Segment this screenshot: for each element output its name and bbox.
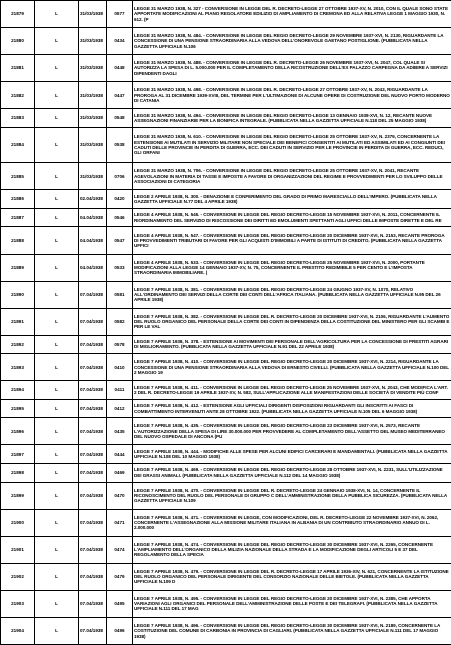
record-date: 07.04/1938 [79, 590, 107, 617]
record-description: LEGGE 7 APRILE 1938, N. 435. - CONVERSIONE IN LEGGE DEL REGIO DECRETO-LEGGE 23 DICEMBRE 1937-XVI, N. 2573, RECANTE L'AUTORIZZAZIONE DELLA SPESA DI LIRE 30.000.000 PER PROVVEDERE AL COMPLETAMENTO DELL'ASSETTO DEL MUSEO MEDITERRANEO DEL NUOVO OSPEDALE DI ANCONA (PU [133, 418, 451, 445]
record-code: 0495 [107, 590, 133, 617]
table-row [1, 354, 451, 381]
table-row [1, 418, 451, 445]
table-row [1, 617, 451, 644]
record-type: L [35, 418, 79, 445]
record-date: 07.04/1938 [79, 354, 107, 381]
record-date: 04.04/1938 [79, 254, 107, 281]
record-code: 0533 [107, 254, 133, 281]
table-row [1, 127, 451, 163]
record-date: 07.04/1938 [79, 381, 107, 400]
record-type: L [35, 381, 79, 400]
record-code: 0538 [107, 127, 133, 163]
record-description: LEGGE 31 MARZO 1938, N. 327 - CONVERSIONE IN LEGGE DEL R. DECRETO-LEGGE 27 OTTOBRE 1937-XV, N. 2010, CON IL QUALE SONO STATE APPORTATE MODIFICAZIONI AL PIANO REGOLATORE EDILIZIO DI AMPLIAMENTO DI CREMONA ED ALLA RELATIVA LEGGE 1 MAGGIO 1930, N. 612. (P [133, 1, 451, 28]
record-type: L [35, 463, 79, 482]
record-date: 31/03/1938 [79, 1, 107, 28]
record-description: LEGGE 7 APRILE 1938, N. 444. - MODIFICHE ALLE SPESE PER ALCUNI EDIFICI CARCERARI E MANDAMENTALI. (PUBBLICATA NELLA GAZZETTA UFFICIALE N.108 DEL 10 MAGGIO 1938) [133, 445, 451, 464]
record-code: 0411 [107, 381, 133, 400]
record-description: LEGGE 7 APRILE 1938, N. 378. - ESTENSIONE AI MOVIMENTI DEI PERSONALE DELL'AGRICOLTURA PER LA CONCESSIONE DI PRESTITI AGRARI DI MIGLIORAMENTO. (PUBBLICATA NELLA GAZZETTA UFFICIALE N.91 DEL 22 APRILE 1938) [133, 335, 451, 354]
record-number: 21883 [1, 109, 35, 128]
table-row [1, 590, 451, 617]
record-description: LEGGE 31 MARZO 1938, N. 484. - CONVERSIONE IN LEGGE DEL REGIO DECRETO-LEGGE 29 NOVEMBRE 1937-XVI, N. 2130, RIGUARDANTE LA CONCESSIONE DI UNA PENSIONE STRAORDINARIA ALLA VEDOVA DELL'ONOREVOLE GAETANO POSTIGLIONE. (PUBBLICATA NELLA GAZZETTA UFFICIALE N.106 [133, 28, 451, 55]
record-code: 0582 [107, 308, 133, 335]
record-date: 07.04/1938 [79, 617, 107, 644]
record-description: LEGGE 7 APRILE 1938, N. 382. - CONVERSIONE IN LEGGE DEL R. DECRETO-LEGGE 20 DICEMBRE 1937-XVI, N. 2106, RIGUARDANTE L'AUMENTO DEL RUOLO ORGANICO DEL PERSONALE DELLA CORTE DEI CONTI IN DIPENDENZA DELLA COSTITUZIONE DEL MINISTERO PER GLI SCAMBI E PER LE VAL [133, 308, 451, 335]
record-code: 0581 [107, 281, 133, 308]
record-description: LEGGE 7 APRILE 1938, N. 412. - ESTENSIONE AGLI UFFICIALI DIRIGENTI DISPOSIZIONI RIGUARDANTI GLI INSCRITTI AI FASCI DI COMBATTIMENTO INTERVENUTI ANTE 28 OTTOBRE 1922. (PUBBLICATA NELLA GAZZETTA UFFICIALE N.105 DEL 6 MAGGIO 1938) [133, 399, 451, 418]
record-description: LEGGE 31 MARZO 1938, N. 498. - CONVERSIONE IN LEGGE DEL R. DECRETO-LEGGE 27 OTTOBRE 1937-XV, N. 2043, RIGUARDANTE LA PROROGA AL 31 DICEMBRE 1939-XVIII, DEL TERMINE PER L'ULTIMAZIONE DI ALCUNE OPERE DI COSTRUZIONE DEL NUOVO PORTO MODERNO DI CATANIA [133, 82, 451, 109]
record-number: 21885 [1, 163, 35, 190]
record-code: 0479 [107, 563, 133, 590]
record-description: LEGGE 7 APRILE 1938, N. 469. - CONVERSIONE IN LEGGE DEL REGIO DECRETO-LEGGE 28 OTTOBRE 1937-XVI, N. 2231, SULL'UTILIZZAZIONE DEI GRASSI ANIMALI. (PUBBLICATA NELLA GAZZETTA UFFICIALE N.112 DEL 14 MAGGIO 1938) [133, 463, 451, 482]
record-date: 04.04/1938 [79, 208, 107, 227]
record-number: 21898 [1, 463, 35, 482]
record-type: L [35, 617, 79, 644]
record-type: L [35, 227, 79, 254]
record-description: LEGGE 4 APRILE 1938, N. 533. - CONVERSIONE IN LEGGE DEL REGIO DECRETO-LEGGE 25 NOVEMBRE 1937-XVI, N. 2000, PORTANTE MODIFICAZIONI ALLA LEGGE 14 GENNAIO 1937-XV, N. 75, CONCERNENTE IL PRESTITO REDIMIBILE 5 PER CENTO E L'IMPOSTA STRAORDINARIA IMMOBILIARE. ( [133, 254, 451, 281]
record-description: LEGGE 7 APRILE 1938, N. 471. - CONVERSIONE IN LEGGE, CON MODIFICAZIONI, DEL R. DECRETO-LEGGE 22 NOVEMBRE 1937-XVI, N. 2062, CONCERNENTE L'ASSEGNAZIONE ALLA MISSIONE MILITARE ITALIANA IN ALBANIA DI UN CONTRIBUTO STRAORDINARIO ANNUO DI L. 2.000.000 [133, 509, 451, 536]
record-code: 0546 [107, 208, 133, 227]
record-number: 21880 [1, 28, 35, 55]
record-type: L [35, 590, 79, 617]
table-row [1, 563, 451, 590]
record-description: LEGGE 7 APRILE 1938, N. 411. - CONVERSIONE IN LEGGE DEL REGIO DECRETO-LEGGE 25 NOVEMBRE 1937-XVI, N. 2043, CHE MODIFICA L'ART. 2 DEL R. DECRETO-LEGGE 19 APRILE 1937-XV, N. 582, SULL'APPLICAZIONE ALLE MANIFESTAZIONI DELLE SOCIETÀ DI VENDITE PIÙ CONF [133, 381, 451, 400]
table-row [1, 254, 451, 281]
record-type: L [35, 109, 79, 128]
record-code: 0471 [107, 509, 133, 536]
record-number: 21894 [1, 381, 35, 400]
table-row [1, 536, 451, 563]
table-row [1, 381, 451, 400]
record-number: 21895 [1, 399, 35, 418]
record-code: 0447 [107, 82, 133, 109]
record-type: L [35, 55, 79, 82]
record-code: 0706 [107, 163, 133, 190]
record-type: L [35, 399, 79, 418]
record-type: L [35, 335, 79, 354]
table-row [1, 227, 451, 254]
record-description: LEGGE 4 APRILE 1938, N. 546. - CONVERSIONE IN LEGGE DEL REGIO DECRETO-LEGGE 15 NOVEMBRE 1937-XVI, N. 2011, CONCERNENTE IL RIORDINAMENTO DEL SERVIZIO DI RISCOSSIONE DEI DIRITTI ED EMOLUMENTI SPETTANTI AGLI UFFICI DELLE IMPOSTE DIRETTE E DEL RE [133, 208, 451, 227]
table-row [1, 482, 451, 509]
record-description: LEGGE 31 MARZO 1938, N. 610. - CONVERSIONE IN LEGGE DEL REGIO DECRETO-LEGGE 25 OTTOBRE 1937-XV, N. 2379, CONCERNENTE LA ESTENSIONE AI MUTILATI IN SERVIZIO MILITARE NON SPECIALE DEI BENEFICI CONSENTITI AI MUTILATI ED ASSIMILATI ED AI CONGIUNTI DEI CADUTI DELLE PROVINCIE IN PERDITA DI GUERRA, ECC. DEI CADUTI IN SERVIZIO PER LE PROVINCIE IN PERDITA DI GUERRA, ECC. REDUCI, GLI ORFANI [133, 127, 451, 163]
record-date: 07.04/1938 [79, 335, 107, 354]
record-date: 07.04/1938 [79, 399, 107, 418]
record-date: 07.04/1938 [79, 445, 107, 464]
record-number: 21889 [1, 254, 35, 281]
record-number: 21884 [1, 127, 35, 163]
register-table-body [1, 1, 451, 645]
record-code: 0434 [107, 28, 133, 55]
table-row [1, 399, 451, 418]
record-code: 0444 [107, 445, 133, 464]
table-row [1, 445, 451, 464]
record-date: 31/03/1938 [79, 109, 107, 128]
record-code: 0469 [107, 463, 133, 482]
table-row [1, 190, 451, 209]
record-number: 21890 [1, 281, 35, 308]
record-number: 21897 [1, 445, 35, 464]
record-type: L [35, 563, 79, 590]
record-number: 21900 [1, 509, 35, 536]
table-row [1, 335, 451, 354]
record-number: 21901 [1, 536, 35, 563]
record-type: L [35, 281, 79, 308]
record-number: 21904 [1, 617, 35, 644]
record-type: L [35, 127, 79, 163]
record-number: 21903 [1, 590, 35, 617]
record-type: L [35, 1, 79, 28]
table-row [1, 55, 451, 82]
record-type: L [35, 28, 79, 55]
record-type: L [35, 208, 79, 227]
record-description: LEGGE 7 APRILE 1938, N. 495. - CONVERSIONE IN LEGGE DEL REGIO DECRETO-LEGGE 20 DICEMBRE 1937-XVI, N. 2385, CHE APPORTA VARIAZIONI AGLI ORGANICI DEL PERSONALE DELL'AMMINISTRAZIONE DELLE POSTE E DEI TELEGRAFI. (PUBBLICATA NELLA GAZZETTA UFFICIALE N.111 DEL 17 MAG [133, 590, 451, 617]
record-date: 04.04/1938 [79, 227, 107, 254]
record-date: 31/03/1938 [79, 127, 107, 163]
record-type: L [35, 509, 79, 536]
table-row [1, 509, 451, 536]
table-row [1, 109, 451, 128]
record-description: LEGGE 7 APRILE 1938, N. 479. - CONVERSIONE IN LEGGE DEL R. DECRETO-LEGGE 17 APRILE 1936-XIV, N. 621, CONCERNENTE LA ISTITUZIONE DEL RUOLO ORGANICO DEL PERSONALE DIRIGENTE DEL CONSORZIO NAZIONALE DELLE BIETOLE. (PUBBLICATA NELLA GAZZETTA UFFICIALE N.109 D [133, 563, 451, 590]
record-code: 0470 [107, 482, 133, 509]
record-date: 07.04/1938 [79, 563, 107, 590]
record-code: 0420 [107, 190, 133, 209]
record-number: 21891 [1, 308, 35, 335]
record-number: 21882 [1, 82, 35, 109]
record-description: LEGGE 7 APRILE 1938, N. 496. - CONVERSIONE IN LEGGE DEL REGIO DECRETO-LEGGE 30 DICEMBRE 1937-XVI, N. 2189, CONCERNENTE LA COSTITUZIONE DEL COMUNE DI CARBONIA IN PROVINCIA DI CAGLIARI. (PUBBLICATA NELLA GAZZETTA UFFICIALE N.111 DEL 17 MAGGIO 1938) [133, 617, 451, 644]
record-description: LEGGE 2 APRILE 1938, N. 300. - DENAZIONE E CONFERIMENTO DEL GRADO DI PRIMO MARESCIALLO DELL'IMPERO. (PUBBLICATA NELLA GAZZETTA UFFICIALE N.77 DEL 4 APRILE 1938) [133, 190, 451, 209]
record-description: LEGGE 4 APRILE 1938, N. 547. - CONVERSIONE IN LEGGE DEL REGIO DECRETO-LEGGE 20 DICEMBRE 1937-XVI, N. 2153, RECANTE PROROGA DI PROVVEDIMENTI TRIBUTARI DI FAVORE PER GLI ACQUISTI D'IMMOBILI A PARTE DI ISTITUTI DI CREDITO. (PUBBLICATA NELLA GAZZETTA UFFICI [133, 227, 451, 254]
record-number: 21899 [1, 482, 35, 509]
table-row [1, 82, 451, 109]
record-number: 21879 [1, 1, 35, 28]
record-number: 21888 [1, 227, 35, 254]
record-date: 31/03/1938 [79, 163, 107, 190]
record-description: LEGGE 31 MARZO 1938, N. 488. - CONVERSIONE IN LEGGE DEL R. DECRETO-LEGGE 26 NOVEMBRE 1937-XVI, N. 2047, COL QUALE SI AUTORIZZA LA SPESA DI L. 5.000.000 PER IL COMPLETAMENTO DELLA RICOSTRUZIONE DELL'EX PALAZZO CARPEGNA DA ADIBIRE A SERVIZI DIPENDENTI DAGLI [133, 55, 451, 82]
record-code: 0410 [107, 354, 133, 381]
record-code: 0474 [107, 536, 133, 563]
record-number: 21893 [1, 354, 35, 381]
record-type: L [35, 482, 79, 509]
table-row [1, 208, 451, 227]
record-date: 31/03/1938 [79, 55, 107, 82]
record-type: L [35, 190, 79, 209]
table-row [1, 1, 451, 28]
record-description: LEGGE 7 APRILE 1938, N. 410. - CONVERSIONE IN LEGGE DEL REGIO DECRETO-LEGGE 20 DICEMBRE 1937-XVI, N. 2214, RIGUARDANTE LA CONCESSIONE DI UNA PENSIONE STRAORDINARIA ALLA VEDOVA DI ERNESTO CIVELLI. (PUBBLICATA NELLA GAZZETTA UFFICIALE N.100 DEL 2 MAGGIO 19 [133, 354, 451, 381]
record-date: 07.04/1938 [79, 536, 107, 563]
record-number: 21886 [1, 190, 35, 209]
record-date: 07.04/1938 [79, 418, 107, 445]
record-code: 0435 [107, 418, 133, 445]
record-code: 0547 [107, 227, 133, 254]
record-type: L [35, 445, 79, 464]
record-number: 21892 [1, 335, 35, 354]
record-date: 31/03/1938 [79, 28, 107, 55]
record-date: 02.04/1938 [79, 190, 107, 209]
table-row [1, 163, 451, 190]
record-description: LEGGE 7 APRILE 1938, N. 474. - CONVERSIONE IN LEGGE DEL REGIO DECRETO-LEGGE 30 DICEMBRE 1937-XVI, N. 2265, CONCERNENTE L'AMPLIAMENTO DELL'ORGANICO DELLA MILIZIA NAZIONALE DELLA STRADA E LA MODIFICAZIONE DEGLI ARTICOLI 5 E 37 DEL REGOLAMENTO DELLA SPECIA [133, 536, 451, 563]
record-date: 31/03/1938 [79, 82, 107, 109]
table-row [1, 281, 451, 308]
record-number: 21896 [1, 418, 35, 445]
record-code: 0496 [107, 617, 133, 644]
record-type: L [35, 82, 79, 109]
record-description: LEGGE 7 APRILE 1938, N. 381. - CONVERSIONE IN LEGGE DEL REGIO DECRETO-LEGGE 24 GIUGNO 1937-XV, N. 1070, RELATIVO ALL'ORDINAMENTO DEI SERVIZI DELLA CORTE DEI CONTI DELL'AFRICA ITALIANA. (PUBBLICATA NELLA GAZZETTA UFFICIALE N.95 DEL 26 APRILE 1938) [133, 281, 451, 308]
record-description: LEGGE 31 MARZO 1938, N. 706. - CONVERSIONE IN LEGGE DEL REGIO DECRETO-LEGGE 25 OTTOBRE 1937-XV, N. 2041, RECANTE AGEVOLAZIONI IN MATERIA DI TASSE E IMPOSTE A FAVORE DI ORGANIZZAZIONI DEL REGIME E PROVVEDIMENTI PER LO SVILUPPO DELLE ASSOCIAZIONI DI CATEGORIA [133, 163, 451, 190]
record-date: 07.04/1938 [79, 281, 107, 308]
record-date: 07.04/1938 [79, 482, 107, 509]
table-row [1, 28, 451, 55]
record-type: L [35, 163, 79, 190]
record-type: L [35, 536, 79, 563]
record-code: 0578 [107, 335, 133, 354]
table-row [1, 308, 451, 335]
record-code: 0412 [107, 399, 133, 418]
record-code: 0548 [107, 109, 133, 128]
record-date: 07.04/1938 [79, 308, 107, 335]
record-number: 21902 [1, 563, 35, 590]
record-date: 07.04/1938 [79, 463, 107, 482]
record-code: 0448 [107, 55, 133, 82]
record-number: 21887 [1, 208, 35, 227]
record-type: L [35, 308, 79, 335]
record-code: 0577 [107, 1, 133, 28]
record-number: 21881 [1, 55, 35, 82]
record-description: LEGGE 7 APRILE 1938, N. 470. - CONVERSIONE IN LEGGE DEL R. DECRETO-LEGGE 24 GENNAIO 1938-XVI, N. 14, CONCERNENTE IL RICONOSCIMENTO DEL RUOLO DEL PERSONALE DI GRUPPO C DELL'AMMINISTRAZIONE DELLA PUBBLICA SICUREZZA. (PUBBLICATA NELLA GAZZETTA UFFICIALE N.109 [133, 482, 451, 509]
record-type: L [35, 254, 79, 281]
record-type: L [35, 354, 79, 381]
table-row [1, 463, 451, 482]
record-date: 07.04/1938 [79, 509, 107, 536]
record-description: LEGGE 31 MARZO 1938, N. 494. - CONVERSIONE IN LEGGE DEL REGIO DECRETO-LEGGE 13 GENNAIO 1938-XVI, N. 12, RECANTE NUOVE ASSEGNAZIONI FINANZIARIE PER LA BONIFICA INTEGRALE. (PUBBLICATA NELLA GAZZETTA UFFICIALE N.118 DEL 25 MAGGIO 1938) [133, 109, 451, 128]
